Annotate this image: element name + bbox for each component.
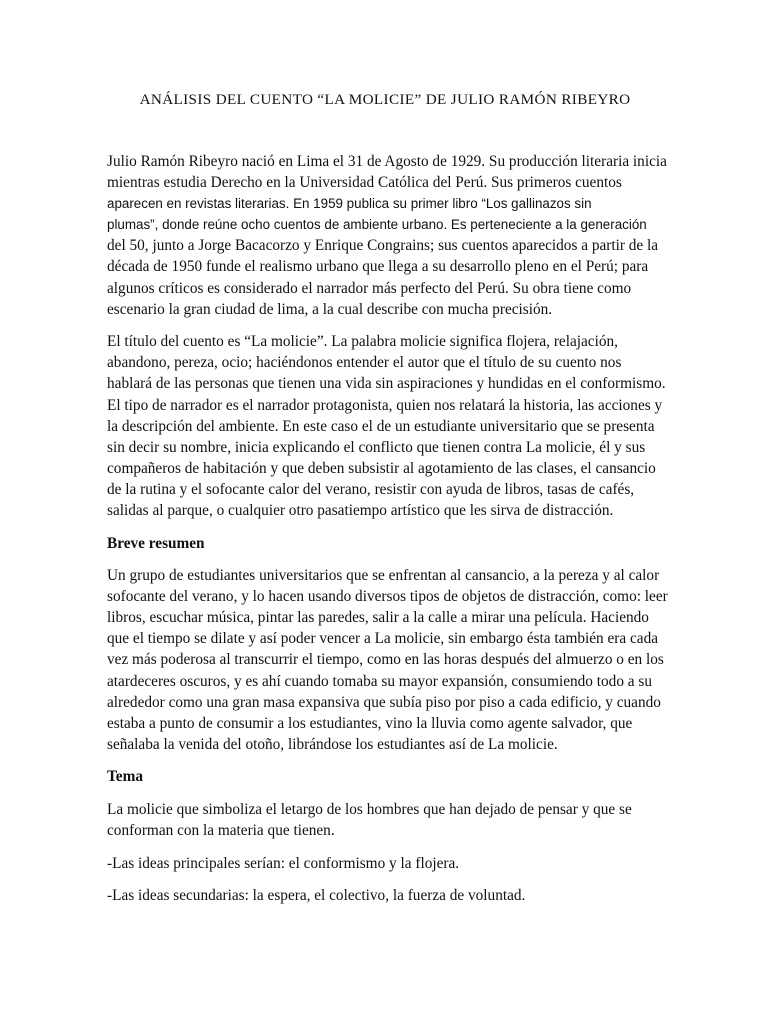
paragraph-line: la descripción del ambiente. En este caso el de un estudiante universitario que se presenta bbox=[107, 417, 655, 435]
paragraph-line: algunos críticos es considerado el narrador más perfecto del Perú. Su obra tiene como bbox=[107, 279, 632, 297]
document-title: ANÁLISIS DEL CUENTO “LA MOLICIE” DE JULIO RAMÓN RIBEYRO bbox=[139, 91, 631, 108]
paragraph-line: aparecen en revistas literarias. En 1959 publica su primer libro “Los gallinazos sin bbox=[107, 196, 592, 212]
paragraph-line: sofocante del verano, y lo hacen usando diversos tipos de objetos de distracción, como: leer bbox=[107, 588, 668, 606]
paragraph-line: compañeros de habitación y que deben subsistir al agotamiento de las clases, el cansancio bbox=[107, 459, 656, 477]
paragraph-line: hablará de las personas que tienen una vida sin aspiraciones y hundidas en el conformismo. bbox=[107, 375, 666, 393]
paragraph-line: alrededor como una gran masa expansiva que subía piso por piso a cada edificio, y cuando bbox=[107, 693, 661, 711]
paragraph-line: señalaba la venida del otoño, librándose los estudiantes así de La molicie. bbox=[107, 735, 558, 753]
paragraph-line: abandono, pereza, ocio; haciéndonos entender el autor que el título de su cuento nos bbox=[107, 354, 622, 372]
secondary-ideas-paragraph bbox=[107, 885, 663, 906]
paragraph-line: del 50, junto a Jorge Bacacorzo y Enrique Congrains; sus cuentos aparecidos a partir de la bbox=[107, 237, 659, 255]
paragraph-line: El tipo de narrador es el narrador protagonista, quien nos relatará la historia, las acciones y bbox=[107, 396, 663, 414]
theme-paragraph bbox=[107, 799, 663, 841]
document-page bbox=[107, 91, 668, 918]
title-analysis-paragraph bbox=[107, 331, 666, 521]
paragraph-line: salidas al parque, o cualquier otro pasatiempo artístico que les sirva de distracción. bbox=[107, 502, 614, 519]
paragraph-line: mientras estudia Derecho en la Universidad Católica del Perú. Sus primeros cuentos bbox=[107, 174, 622, 192]
paragraph-line: -Las ideas secundarias: la espera, el colectivo, la fuerza de voluntad. bbox=[107, 887, 526, 905]
paragraph-line: década de 1950 funde el realismo urbano que llega a su desarrollo pleno en el Perú; para bbox=[107, 258, 649, 276]
paragraph-line: estaba a punto de consumir a los estudiantes, vino la lluvia como agente salvador, que bbox=[107, 714, 633, 732]
paragraph-line: que el tiempo se dilate y así poder vencer a La molicie, sin embargo ésta también era cada bbox=[107, 630, 659, 648]
paragraph-line: atardeceres oscuros, y es ahí cuando tomaba su mayor expansión, consumiendo todo a su bbox=[107, 672, 653, 690]
paragraph-line: Julio Ramón Ribeyro nació en Lima el 31 de Agosto de 1929. Su producción literaria inicia bbox=[107, 153, 667, 170]
summary-heading: Breve resumen bbox=[107, 534, 205, 552]
paragraph-line: escenario la gran ciudad de lima, a la cual describe con mucha precisión. bbox=[107, 300, 553, 318]
paragraph-line: sin decir su nombre, inicia explicando el conflicto que tienen contra La molicie, él y sus bbox=[107, 438, 646, 456]
theme-heading: Tema bbox=[107, 768, 143, 786]
paragraph-line: de la rutina y el sofocante calor del verano, resistir con ayuda de libros, tasas de cafés, bbox=[107, 480, 635, 498]
paragraph-line: libros, escuchar música, pintar las paredes, salir a la calle a mirar una película. Haciendo bbox=[107, 609, 649, 627]
main-ideas-paragraph bbox=[107, 853, 663, 874]
paragraph-line: Un grupo de estudiantes universitarios que se enfrentan al cansancio, a la pereza y al calor bbox=[107, 567, 660, 585]
paragraph-line: plumas”, donde reúne ocho cuentos de ambiente urbano. Es perteneciente a la generación bbox=[107, 217, 647, 233]
paragraph-line: -Las ideas principales serían: el conformismo y la flojera. bbox=[107, 854, 460, 872]
summary-paragraph bbox=[107, 565, 668, 755]
paragraph-line: conforman con la materia que tienen. bbox=[107, 822, 335, 840]
paragraph-line: El título del cuento es “La molicie”. La palabra molicie significa flojera, relajación, bbox=[107, 333, 618, 351]
intro-paragraph bbox=[107, 151, 667, 320]
paragraph-line: La molicie que simboliza el letargo de los hombres que han dejado de pensar y que se bbox=[107, 800, 632, 818]
paragraph-line: vez más poderosa al transcurrir el tiempo, como en las horas después del almuerzo o en los bbox=[107, 651, 664, 669]
